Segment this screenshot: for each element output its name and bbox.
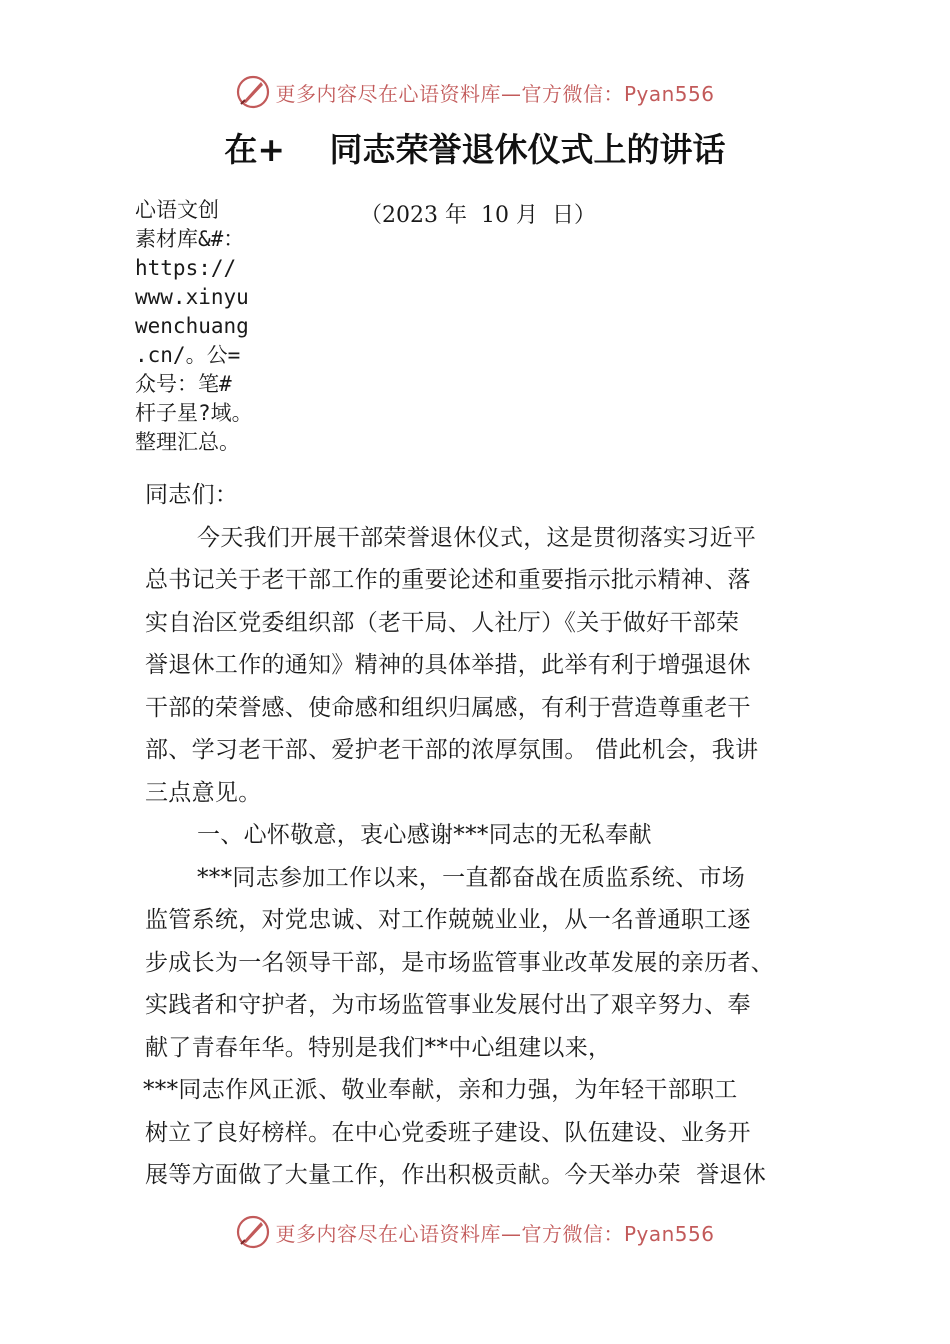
side-note-line: 素材库&#： (135, 227, 245, 251)
body-line: 步成长为一名领导干部，是市场监管事业改革发展的亲历者、 (145, 949, 775, 976)
body-line: 誉退休工作的通知》精神的具体举措，此举有利于增强退休 (145, 652, 751, 678)
body-line: 监管系统，对党忠诚、对工作兢兢业业，从一名普通职工逐 (145, 907, 751, 933)
body-line: ***同志参加工作以来，一直都奋战在质监系统、市场 (197, 864, 745, 891)
watermark-text: 更多内容尽在心语资料库—官方微信：Pyan556 (275, 81, 715, 106)
side-note-line: 众号：笔# (135, 372, 232, 396)
quill-logo-icon (235, 1214, 271, 1250)
section-heading: 一、心怀敬意，衷心感谢***同志的无私奉献 (197, 822, 652, 848)
body-line: 今天我们开展干部荣誉退休仪式，这是贯彻落实习近平 (197, 524, 757, 551)
body-line: 展等方面做了大量工作，作出积极贡献。今天举办荣 誉退休 (145, 1162, 767, 1188)
side-note-line: https:// (135, 256, 237, 280)
document-body (145, 474, 835, 1197)
document-date: （2023 年 10 月 日） (360, 203, 596, 228)
body-line: 实自治区党委组织部（老干局、人社厅）《关于做好干部荣 (145, 609, 740, 636)
body-line: 树立了良好榜样。在中心党委班子建设、队伍建设、业务开 (145, 1119, 751, 1146)
body-line: 三点意见。 (145, 779, 262, 806)
salutation: 同志们： (145, 482, 239, 508)
side-note-line: wenchuang (135, 314, 249, 338)
body-line: ***同志作风正派、敬业奉献，亲和力强，为年轻干部职工 (143, 1077, 738, 1103)
quill-logo-icon (235, 74, 271, 110)
body-line: 实践者和守护者，为市场监管事业发展付出了艰辛努力、奉 (145, 992, 751, 1018)
body-line: 部、学习老干部、爱护老干部的浓厚氛围。 借此机会，我讲 (145, 737, 759, 763)
page-title: 在+ 同志荣誉退休仪式上的讲话 (224, 130, 726, 169)
body-line: 献了青春年华。特别是我们**中心组建以来， (145, 1034, 612, 1061)
side-note-line: .cn/。公= (135, 343, 241, 367)
watermark-text: 更多内容尽在心语资料库—官方微信：Pyan556 (275, 1221, 715, 1246)
side-note-line: 心语文创 (135, 198, 219, 222)
body-line: 干部的荣誉感、使命感和组织归属感，有利于营造尊重老干 (145, 694, 751, 721)
side-note-line: 杆子星?域。 (135, 401, 253, 425)
side-note-line: www.xinyu (135, 285, 249, 309)
watermark-banner-top (0, 72, 950, 112)
watermark-banner-bottom (0, 1212, 950, 1252)
side-note (135, 196, 260, 457)
body-line: 总书记关于老干部工作的重要论述和重要指示批示精神、落 (145, 567, 751, 593)
side-note-line: 整理汇总。 (135, 430, 240, 454)
